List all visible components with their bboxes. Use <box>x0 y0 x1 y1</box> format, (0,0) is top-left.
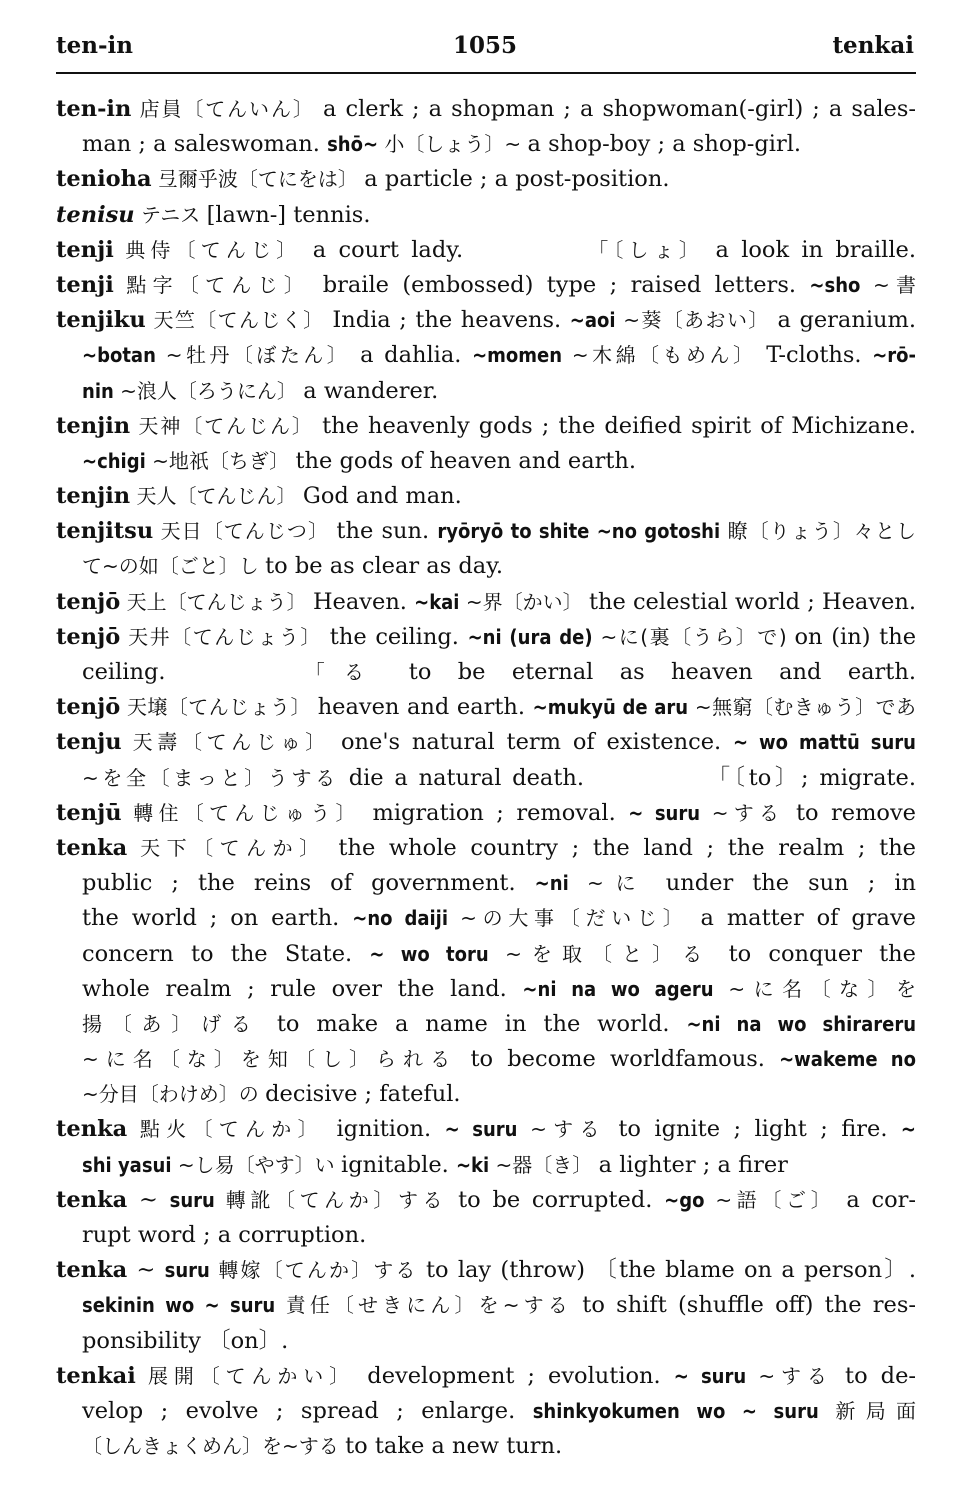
romanized-phrase: ~go <box>664 1187 705 1212</box>
romanized-phrase: ~wakeme no <box>779 1047 916 1072</box>
romanized-phrase: ryōryō to shite ~no gotoshi <box>437 519 721 544</box>
entry-line <box>56 374 916 409</box>
definition-text: decisive ; fateful. <box>265 1081 461 1108</box>
romanized-phrase: ~sho <box>809 272 861 297</box>
entry-line <box>56 444 916 479</box>
definition-text: the whole country ; the land ; the realm ; the <box>338 834 916 861</box>
japanese-text: 轉嫁〔てんか〕する <box>209 1258 426 1283</box>
japanese-text: 弖爾乎波〔てにをは〕 <box>151 167 365 192</box>
headword: tenka <box>56 834 128 861</box>
definition-text: the world ; on earth. <box>82 905 353 932</box>
japanese-text: ~に(裏〔うら〕で) <box>592 624 795 649</box>
definition-text: public ; the reins of government. <box>82 870 535 897</box>
entry-line <box>56 1359 916 1394</box>
japanese-text: 店員〔てんいん〕 <box>131 97 324 121</box>
entry-line <box>56 409 916 444</box>
entry-line <box>56 1148 916 1183</box>
romanized-phrase: shō~ <box>327 132 379 157</box>
entry-line <box>56 1288 916 1323</box>
entry-line <box>56 1007 916 1042</box>
romanized-phrase: ~ki <box>455 1152 490 1177</box>
entry-line <box>56 198 916 233</box>
entry-line <box>56 1077 916 1112</box>
japanese-text: ~に名〔な〕を <box>713 976 916 1001</box>
definition-text: T-cloths. <box>766 342 873 369</box>
definition-text: to be corrupted. <box>458 1186 665 1213</box>
entry-line <box>56 585 916 620</box>
japanese-text: 點火〔てんか〕 <box>127 1117 337 1142</box>
japanese-text: ~語〔ご〕 <box>704 1187 847 1212</box>
japanese-text: 點字〔てんじ〕 <box>113 272 323 297</box>
entry-line <box>56 1394 916 1429</box>
romanized-phrase: ~ni (ura de) <box>467 624 593 649</box>
entry-line <box>56 268 916 303</box>
definition-text: a matter of grave <box>700 905 916 932</box>
definition-text: velop ; evolve ; spread ; enlarge. <box>82 1397 533 1424</box>
headword: tenka <box>56 1186 128 1213</box>
definition-text: a lighter ; a firer <box>598 1151 788 1178</box>
definition-text: migration ; removal. <box>372 799 629 826</box>
definition-text: under the sun ; in <box>665 870 916 897</box>
japanese-text: 天人〔てんじん〕 <box>130 484 303 509</box>
japanese-text: ~の大事〔だいじ〕 <box>448 906 701 931</box>
definition-text: a geranium. <box>777 307 916 334</box>
romanized-phrase: ~mukyū de aru <box>532 695 689 720</box>
definition-text: the gods of heaven and earth. <box>295 447 637 474</box>
definition-text: 「〔to〕; migrate. <box>704 764 916 791</box>
definition-text: ceiling. <box>82 659 166 685</box>
dictionary-entries <box>56 92 916 1464</box>
romanized-phrase: ~rō- <box>872 343 916 368</box>
entry-line <box>56 1112 916 1147</box>
page-header <box>56 32 914 66</box>
definition-text: to be eternal as heaven and earth. <box>408 659 916 685</box>
entry-line <box>56 620 916 655</box>
romanized-phrase: ~chigi <box>82 448 146 473</box>
japanese-text: 〔しんきょくめん〕を~する <box>82 1434 346 1459</box>
definition-text: die a natural death. <box>348 764 585 791</box>
japanese-text: ~器〔き〕 <box>489 1152 599 1177</box>
romanized-phrase: sekinin wo ~ suru <box>82 1293 276 1318</box>
definition-text: ~ <box>127 1257 165 1284</box>
definition-text: to become worldfamous. <box>470 1046 780 1073</box>
japanese-text: 天井〔てんじょう〕 <box>120 624 330 649</box>
definition-text: to ignite ; light ; fire. <box>618 1116 901 1143</box>
definition-text: to conquer the <box>728 940 916 967</box>
definition-text: a clerk ; a shopman ; a shopwoman(-girl) ; a sales- <box>323 96 916 122</box>
romanized-phrase: ~aoi <box>569 308 616 333</box>
japanese-text: ~分目〔わけめ〕の <box>82 1082 266 1107</box>
romanized-phrase: ~ni na wo shirareru <box>686 1011 916 1036</box>
japanese-text: ~を取〔と〕る <box>488 941 729 966</box>
japanese-text: 天壽〔てんじゅ〕 <box>121 730 342 755</box>
japanese-text: 新局面 <box>818 1398 916 1423</box>
japanese-text: 天神〔てんじん〕 <box>130 413 323 438</box>
romanized-phrase: ~ wo mattū suru <box>733 730 916 755</box>
headword: tenkai <box>56 1362 136 1389</box>
definition-text: heaven and earth. <box>317 694 533 721</box>
headword: tenju <box>56 729 122 756</box>
romanized-phrase: shi yasui <box>82 1152 172 1177</box>
entry-line <box>56 761 916 796</box>
entry-line <box>56 972 916 1007</box>
definition-text: development ; evolution. <box>367 1362 674 1389</box>
romanized-phrase: ~ suru <box>673 1363 747 1388</box>
romanized-phrase: ~botan <box>82 343 156 368</box>
entry-line <box>56 233 916 268</box>
entry-line <box>56 514 916 549</box>
definition-text: ~ <box>127 1186 170 1213</box>
japanese-text: ~無窮〔むきゅう〕であ <box>688 695 916 720</box>
japanese-text: 小〔しょう〕~ <box>378 132 528 157</box>
definition-text: the heavenly gods ; the deified spirit of Michizane. <box>322 412 916 439</box>
definition-text: a look in braille. <box>715 236 916 263</box>
headword: ten-in <box>56 96 132 122</box>
definition-text: a particle ; a post-position. <box>364 166 670 193</box>
japanese-text: ~木綿〔もめん〕 <box>562 343 767 368</box>
japanese-text: 展開〔てんかい〕 <box>135 1363 368 1388</box>
definition-text: braile (embossed) type ; raised letters. <box>322 271 810 298</box>
japanese-text: 揚〔あ〕げる <box>82 1011 277 1036</box>
headword: tenjō <box>56 694 121 721</box>
definition-text: a cor- <box>846 1186 916 1213</box>
entry-line <box>56 796 916 831</box>
definition-text: the ceiling. <box>329 623 468 650</box>
entry-line <box>56 690 916 725</box>
japanese-text: ~界〔かい〕 <box>459 589 589 614</box>
definition-text: ponsibility 〔on〕. <box>82 1327 289 1354</box>
entry-line <box>56 338 916 373</box>
entry-line <box>56 725 916 760</box>
headword: tenji <box>56 236 114 263</box>
romanized-phrase: ~ <box>900 1117 916 1142</box>
definition-text: one's natural term of existence. <box>341 729 734 756</box>
headword: tenisu <box>56 201 135 228</box>
definition-text: the celestial world ; Heaven. <box>588 588 916 615</box>
definition-text: a court lady. <box>312 236 464 263</box>
headword: tenjin <box>56 483 131 510</box>
japanese-text: ~を全〔まっと〕うする <box>82 765 349 790</box>
header-guide-word-right: tenkai <box>832 32 914 59</box>
entry-line <box>56 479 916 514</box>
japanese-text: 責任〔せきにん〕を~する <box>275 1293 583 1318</box>
japanese-text: 典侍〔てんじ〕 <box>113 237 313 262</box>
definition-text: to lay (throw) 〔the blame on a person〕. <box>425 1257 916 1284</box>
page-number: 1055 <box>452 32 517 59</box>
entry-line <box>56 937 916 972</box>
japanese-text: 「る <box>285 660 409 684</box>
entry-line <box>56 1429 916 1464</box>
definition-text: whole realm ; rule over the land. <box>82 975 523 1002</box>
definition-text: to shift (shuffle off) the res- <box>582 1292 916 1319</box>
headword: tenjō <box>56 588 121 615</box>
japanese-text: ~に名〔な〕を知〔し〕られる <box>82 1047 471 1072</box>
definition-text: [lawn-] tennis. <box>206 201 371 228</box>
entry-line <box>56 1183 916 1218</box>
romanized-phrase: ~ suru <box>628 800 701 825</box>
definition-text: to take a new turn. <box>345 1433 563 1460</box>
romanized-phrase: ~ suru <box>444 1117 518 1142</box>
entry-line <box>56 1253 916 1288</box>
headword: tenjō <box>56 623 121 650</box>
japanese-text: ~浪人〔ろうにん〕 <box>113 378 304 403</box>
entry-line <box>56 92 916 127</box>
headword: tenjitsu <box>56 518 154 545</box>
definition-text: God and man. <box>302 483 462 510</box>
romanized-phrase: ~kai <box>414 589 460 614</box>
entry-line <box>56 1324 916 1359</box>
romanized-phrase: ~ wo toru <box>369 941 489 966</box>
japanese-text: 「〔しょ〕 <box>583 237 716 262</box>
japanese-text: 瞭〔りょう〕々とし <box>720 519 916 544</box>
romanized-phrase: suru <box>169 1187 215 1212</box>
romanized-phrase: ~ni na wo ageru <box>522 976 714 1001</box>
japanese-text: 轉住〔てんじゅう〕 <box>121 800 373 825</box>
definition-text: Heaven. <box>312 588 415 615</box>
entry-line <box>56 901 916 936</box>
entry-line <box>56 866 916 901</box>
definition-text: a dahlia. <box>360 342 473 369</box>
japanese-text: ~し易〔やす〕い <box>171 1152 341 1177</box>
japanese-text: 天下〔てんか〕 <box>127 835 339 860</box>
japanese-text: 天日〔てんじつ〕 <box>153 519 337 544</box>
entry-line <box>56 655 916 690</box>
japanese-text: ~する <box>746 1363 846 1388</box>
definition-text: a shop-boy ; a shop-girl. <box>527 131 802 158</box>
romanized-phrase: ~momen <box>472 343 563 368</box>
definition-text: to de- <box>845 1362 916 1389</box>
definition-text: ignition. <box>336 1116 445 1143</box>
romanized-phrase: ~no daiji <box>352 906 448 931</box>
japanese-text: ~する <box>517 1117 619 1142</box>
definition-text: on (in) the <box>794 623 916 650</box>
definition-text: the sun. <box>336 518 438 545</box>
japanese-text: て~の如〔ごと〕し <box>82 554 266 579</box>
entry-line <box>56 549 916 584</box>
headword: tenji <box>56 271 114 298</box>
headword: tenka <box>56 1116 128 1143</box>
japanese-text: ~に <box>568 871 666 896</box>
entry-line <box>56 303 916 338</box>
japanese-text: ~する <box>700 800 796 825</box>
entry-line <box>56 162 916 197</box>
definition-text: India ; the heavens. <box>332 307 570 334</box>
japanese-text: ~書 <box>860 272 916 297</box>
definition-text: man ; a saleswoman. <box>82 131 328 158</box>
header-rule <box>56 72 916 74</box>
japanese-text: ~葵〔あおい〕 <box>615 308 778 333</box>
headword: tenjiku <box>56 307 146 334</box>
entry-line <box>56 831 916 866</box>
entry-line <box>56 127 916 162</box>
romanized-phrase: shinkyokumen wo ~ suru <box>532 1398 819 1423</box>
romanized-phrase: ~ni <box>534 871 569 896</box>
definition-text: concern to the State. <box>82 940 370 967</box>
definition-text: to make a name in the world. <box>276 1010 687 1037</box>
japanese-text: ~牡丹〔ぼたん〕 <box>155 343 361 368</box>
japanese-text: 天壌〔てんじょう〕 <box>120 695 318 720</box>
headword: tenjū <box>56 799 122 826</box>
japanese-text: 轉訛〔てんか〕する <box>214 1187 459 1212</box>
japanese-text: ~地祇〔ちぎ〕 <box>145 448 296 473</box>
romanized-phrase: suru <box>164 1258 210 1283</box>
japanese-text: テニス <box>134 202 207 227</box>
definition-text: rupt word ; a corruption. <box>82 1222 367 1248</box>
entry-line <box>56 1218 916 1253</box>
headword: tenka <box>56 1257 128 1284</box>
japanese-text: 天竺〔てんじく〕 <box>145 308 333 333</box>
entry-line <box>56 1042 916 1077</box>
definition-text: to remove <box>795 799 916 826</box>
definition-text: a wanderer. <box>303 377 439 404</box>
headword: tenioha <box>56 166 152 193</box>
header-guide-word-left: ten-in <box>56 32 133 59</box>
romanized-phrase: nin <box>82 378 114 403</box>
japanese-text: 天上〔てんじょう〕 <box>120 589 313 614</box>
headword: tenjin <box>56 412 131 439</box>
definition-text: ignitable. <box>341 1151 456 1178</box>
definition-text: to be as clear as day. <box>265 553 504 580</box>
